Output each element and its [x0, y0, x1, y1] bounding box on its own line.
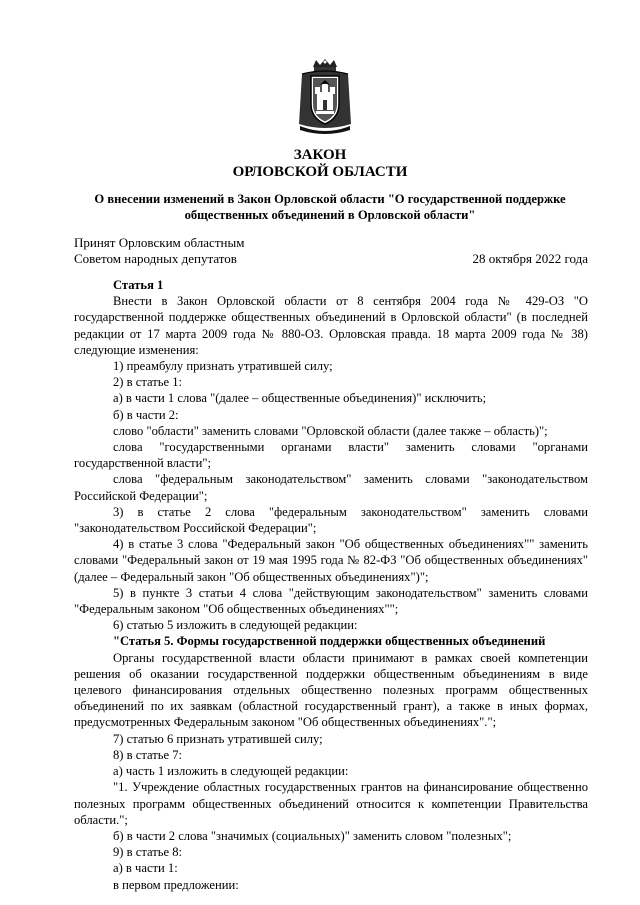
- article-paragraph: 3) в статье 2 слова "федеральным законодательством" заменить словами "законодательством Российской Федерации";: [74, 504, 588, 536]
- article-paragraph: а) в части 1:: [113, 861, 178, 876]
- article-paragraph: 5) в пункте 3 статьи 4 слова "действующим законодательством" заменить словами "Федеральным законом "Об общественных объединениях"";: [74, 585, 588, 617]
- article-paragraph: 9) в статье 8:: [113, 845, 183, 860]
- article-paragraph: а) в части 1 слова "(далее – общественные объединения)" исключить;: [113, 391, 487, 406]
- article-paragraph: 6) статью 5 изложить в следующей редакции:: [113, 618, 358, 633]
- article-paragraph: слова "государственными органами власти" заменить словами "органами государственной власти";: [74, 440, 588, 471]
- article-paragraph: б) в части 2:: [113, 407, 179, 422]
- article-paragraph: Внести в Закон Орловской области от 8 сентября 2004 года № 429-ОЗ "О государственной поддержке общественных объединений в Орловской области" (в последней редакции от 17 марта 2009 года № 880-ОЗ. Орловская правда. 18 марта 2009 года № 38) следующие изменения:: [74, 294, 588, 357]
- adoption-block: [74, 235, 244, 267]
- article-paragraph: 1) преамбулу признать утратившей силу;: [113, 359, 333, 374]
- article-paragraph: Органы государственной власти области принимают в рамках своей компетенции решения об оказании государственной поддержки общественным объединениям в виде целевого финансирования отдельных общественно полезных программ общественных объединений по их заявкам (областной государственный грант), а также в иных формах, предусмотренных Федеральным законом "Об общественных объединениях".";: [74, 650, 588, 730]
- article-paragraph: 2) в статье 1:: [113, 375, 183, 390]
- article-paragraph: в первом предложении:: [113, 877, 239, 892]
- adoption-date: 28 октября 2022 года: [472, 251, 588, 266]
- article-heading: Статья 1: [113, 278, 164, 292]
- article-paragraph: "1. Учреждение областных государственных грантов на финансирование общественно полезных программ общественных объединений относится к компетенции Правительства области.";: [74, 780, 588, 827]
- article-paragraph: слова "федеральным законодательством" заменить словами "законодательством Российской Федерации";: [74, 472, 588, 503]
- law-title: ЗАКОН: [293, 147, 347, 163]
- article-paragraph: 8) в статье 7:: [113, 747, 183, 762]
- region-title: ОРЛОВСКОЙ ОБЛАСТИ: [232, 164, 408, 180]
- article-paragraph: б) в части 2 слова "значимых (социальных)" заменить словом "полезных";: [113, 828, 512, 843]
- coat-of-arms-icon: [296, 58, 354, 136]
- adoption-line-1: Принят Орловским областным: [74, 235, 245, 250]
- article-paragraph: 7) статью 6 признать утратившей силу;: [113, 731, 323, 746]
- adoption-line-2: Советом народных депутатов: [74, 251, 237, 267]
- article-paragraph: слово "области" заменить словами "Орловской области (далее также – область)";: [113, 423, 548, 438]
- article-paragraph: 4) в статье 3 слова "Федеральный закон "Об общественных объединениях"" заменить словами "Федеральный закон от 19 мая 1995 года № 82-ФЗ "Об общественных объединениях" (далее – Федеральный закон "Об общественных объединениях")";: [74, 537, 588, 584]
- section-heading: "Статья 5. Формы государственной поддержки общественных объединений: [113, 634, 546, 649]
- law-subtitle: О внесении изменений в Закон Орловской области "О государственной поддержке общественных объединений в Орловской области": [94, 192, 566, 222]
- article-paragraph: а) часть 1 изложить в следующей редакции:: [113, 764, 349, 779]
- article-body: [74, 277, 588, 893]
